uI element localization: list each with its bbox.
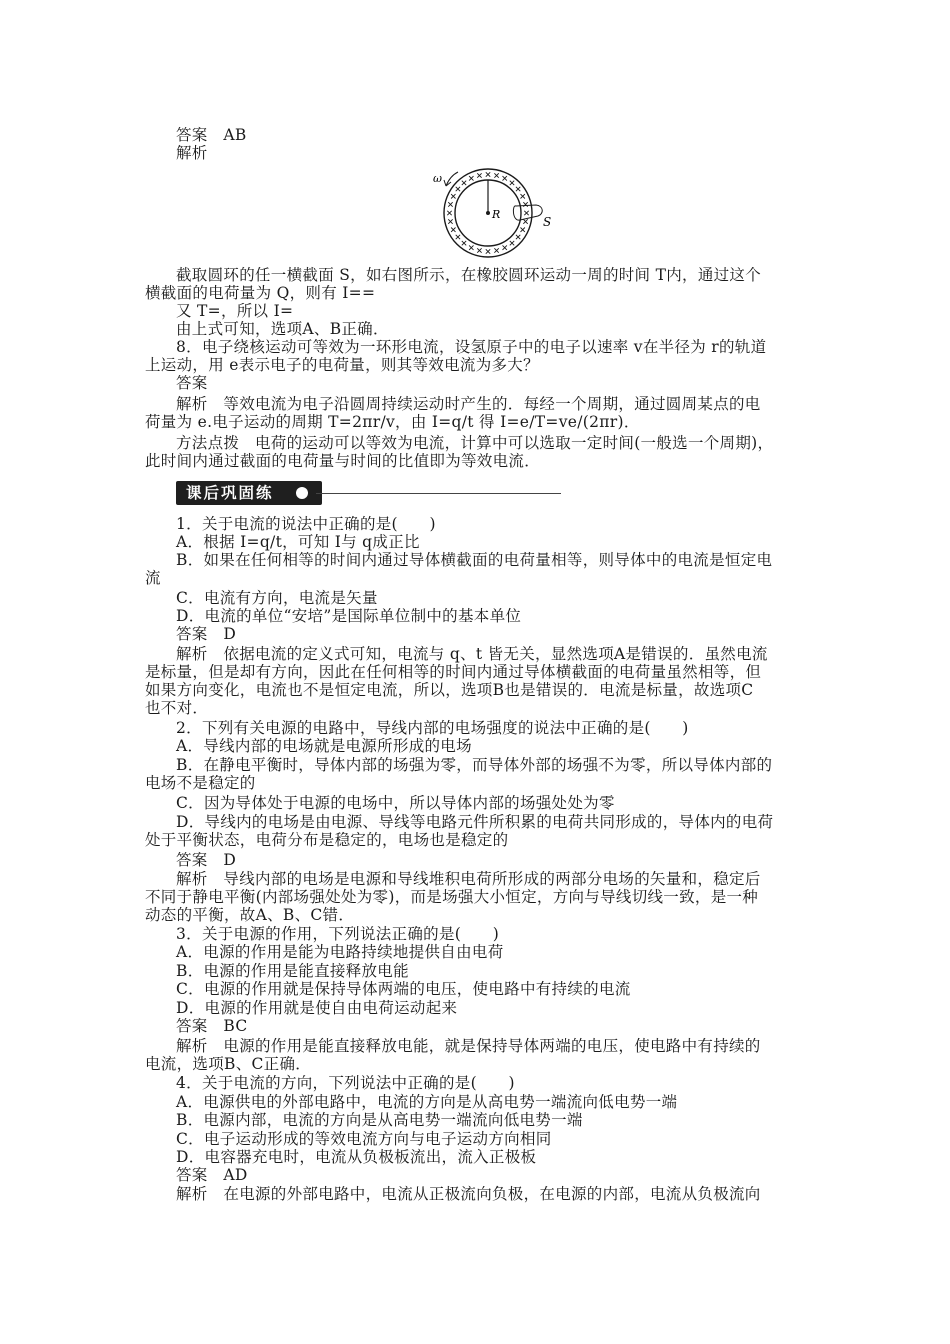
question-3-stem: 3．关于电源的作用，下列说法正确的是( )	[176, 925, 500, 943]
option-d: D．导线内的电场是由电源、导线等电路元件所积累的电荷共同形成的，导体内的电荷	[176, 813, 774, 831]
cross-mark-icon	[516, 187, 520, 191]
cross-mark-icon	[462, 181, 466, 185]
option-a: A．电源供电的外部电路中，电流的方向是从高电势一端流向低电势一端	[176, 1093, 678, 1111]
analysis-line: 如果方向变化，电流也不是恒定电流，所以，选项B也是错误的．电流是标量，故选项C	[145, 681, 754, 699]
cross-mark-icon	[451, 194, 455, 198]
cross-mark-icon	[486, 249, 490, 253]
option-c: C．电子运动形成的等效电流方向与电子运动方向相同	[176, 1130, 552, 1148]
question-1-stem: 1．关于电流的说法中正确的是( )	[176, 515, 436, 533]
cross-mark-icon	[456, 187, 460, 191]
text-line: 截取圆环的任一横截面 S，如右图所示，在橡胶圆环运动一周的时间 T内，通过这个	[176, 266, 762, 284]
option-c: C．电源的作用就是保持导体两端的电压，使电路中有持续的电流	[176, 980, 631, 998]
cross-mark-icon	[448, 202, 452, 206]
answer-line: 答案 D	[176, 851, 237, 869]
option-b: B．如果在任何相等的时间内通过导体横截面的电荷量相等，则导体中的电流是恒定电	[176, 551, 773, 569]
method-tip-line: 此时间内通过截面的电荷量与时间的比值即为等效电流．	[145, 452, 541, 470]
cross-section-loop	[513, 205, 542, 220]
option-a: A．电源的作用是能为电路持续地提供自由电荷	[176, 943, 504, 961]
cross-mark-icon	[477, 173, 481, 177]
cross-mark-icon	[451, 228, 455, 232]
cross-mark-icon	[494, 248, 498, 252]
analysis-line: 是标量，但是却有方向，因此在任何相等的时间内通过导体横截面的电荷量虽然相等，但	[145, 663, 762, 681]
banner-dot-icon	[296, 487, 308, 499]
question-8-stem: 8．电子绕核运动可等效为一环形电流，设氢原子中的电子以速率 v在半径为 r的轨道	[176, 338, 767, 356]
analysis-line: 解析 等效电流为电子沿圆周持续运动时产生的．每经一个周期，通过圆周某点的电	[176, 395, 761, 413]
option-c: C．电流有方向，电流是矢量	[176, 589, 378, 607]
cross-mark-icon	[469, 245, 473, 249]
cross-mark-icon	[486, 172, 490, 176]
analysis-line: 动态的平衡，故A、B、C错．	[145, 906, 355, 924]
text-line: 由上式可知，选项A、B正确．	[176, 320, 389, 338]
banner-rule	[316, 493, 561, 494]
analysis-line: 荷量为 e.电子运动的周期 T=2πr/v，由 I=q/t 得 I=e/T=ve/(2πr)．	[145, 413, 640, 431]
answer-line: 答案 AD	[176, 1166, 248, 1184]
option-a: A．导线内部的电场就是电源所形成的电场	[176, 737, 472, 755]
cross-mark-icon	[477, 248, 481, 252]
analysis-line: 电流，选项B、C正确．	[145, 1055, 312, 1073]
cross-mark-icon	[523, 219, 527, 223]
option-b: 电场不是稳定的	[145, 774, 256, 792]
analysis-label: 解析	[176, 144, 208, 162]
cross-mark-icon	[503, 245, 507, 249]
option-b: B．电源的作用是能直接释放电能	[176, 962, 409, 980]
cross-mark-icon	[503, 176, 507, 180]
cross-mark-icon	[447, 211, 451, 215]
option-a: A．根据 I=q/t，可知 I与 q成正比	[176, 533, 420, 551]
cross-mark-icon	[462, 241, 466, 245]
cross-mark-icon	[520, 228, 524, 232]
text-line: 横截面的电荷量为 Q，则有 I==	[145, 284, 376, 302]
question-2-stem: 2．下列有关电源的电路中，导线内部的电场强度的说法中正确的是( )	[176, 719, 689, 737]
analysis-line: 也不对．	[145, 699, 209, 717]
cross-mark-icon	[524, 211, 528, 215]
center-dot	[486, 211, 490, 215]
analysis-line: 解析 导线内部的电场是电源和导线堆积电荷所形成的两部分电场的矢量和，稳定后	[176, 870, 761, 888]
question-8-stem: 上运动，用 e表示电子的电荷量，则其等效电流为多大？	[145, 356, 539, 374]
option-b: B．在静电平衡时，导体内部的场强为零，而导体外部的场强不为零，所以导体内部的	[176, 756, 773, 774]
option-d: D．电容器充电时，电流从负极板流出，流入正极板	[176, 1148, 537, 1166]
answer-line: 答案	[176, 374, 208, 392]
banner-title: 课后巩固练	[186, 484, 274, 502]
question-4-stem: 4．关于电流的方向，下列说法中正确的是( )	[176, 1074, 515, 1092]
cross-mark-icon	[469, 176, 473, 180]
option-b: B．电源内部，电流的方向是从高电势一端流向低电势一端	[176, 1111, 583, 1129]
option-b: 流	[145, 569, 161, 587]
analysis-line: 不同于静电平衡(内部场强处处为零)，而是场强大小恒定，方向与导线切线一致，是一种	[145, 888, 759, 906]
cross-mark-icon	[510, 181, 514, 185]
option-d: 处于平衡状态，电荷分布是稳定的，电场也是稳定的	[145, 831, 509, 849]
answer-line: 答案 BC	[176, 1017, 248, 1035]
cross-mark-icon	[448, 219, 452, 223]
cross-mark-icon	[456, 235, 460, 239]
answer-line: 答案 D	[176, 625, 237, 643]
text-line: 又 T=，所以 I=	[176, 302, 294, 320]
section-label: S	[543, 215, 552, 229]
option-d: D．电源的作用就是使自由电荷运动起来	[176, 999, 458, 1017]
rotation-arrow	[446, 172, 458, 186]
omega-label: ω	[433, 172, 442, 185]
rubber-ring-figure	[428, 164, 578, 262]
analysis-line: 解析 电源的作用是能直接释放电能，就是保持导体两端的电压，使电路中有持续的	[176, 1037, 761, 1055]
cross-mark-icon	[520, 194, 524, 198]
analysis-line: 解析 在电源的外部电路中，电流从正极流向负极，在电源的内部，电流从负极流向	[176, 1185, 761, 1203]
analysis-line: 解析 依据电流的定义式可知，电流与 q、t 皆无关，显然选项A是错误的．虽然电流	[176, 645, 768, 663]
cross-mark-icon	[494, 173, 498, 177]
radius-label: R	[492, 208, 501, 221]
cross-mark-icon	[510, 241, 514, 245]
section-banner	[176, 481, 561, 505]
option-d: D．电流的单位“安培”是国际单位制中的基本单位	[176, 607, 522, 625]
method-tip-line: 方法点拨 电荷的运动可以等效为电流，计算中可以选取一定时间(一般选一个周期)，	[176, 434, 774, 452]
option-c: C．因为导体处于电源的电场中，所以导体内部的场强处处为零	[176, 794, 615, 812]
answer-line: 答案 AB	[176, 126, 247, 144]
cross-mark-icon	[516, 235, 520, 239]
